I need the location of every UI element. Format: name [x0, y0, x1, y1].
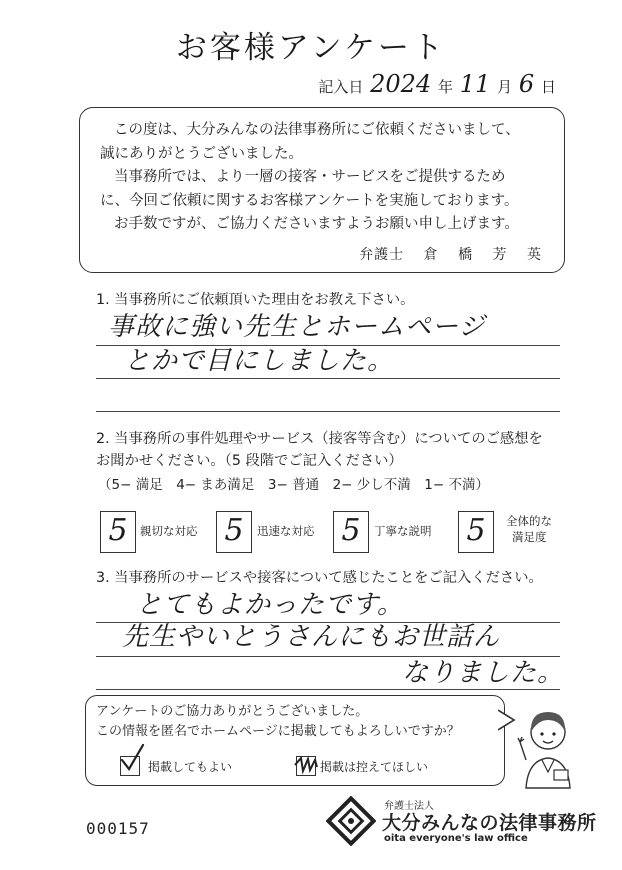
answer-rule — [96, 378, 560, 379]
answer-3-line-1: とてもよかったです。 — [136, 590, 404, 620]
consent-line-2: この情報を匿名でホームページに掲載してもよろしいですか？ — [96, 724, 460, 739]
answer-3-line-3: なりました。 — [402, 658, 565, 688]
intro-line-2: 誠にありがとうございました。 — [100, 145, 303, 162]
consent-line-1: アンケートのご協力ありがとうございました。 — [96, 704, 369, 719]
consent-no-checkbox[interactable] — [296, 756, 316, 776]
answer-rule — [96, 689, 560, 690]
month-label: 月 — [497, 78, 513, 96]
date-year: 2024 — [370, 70, 432, 98]
consent-box — [85, 695, 505, 786]
question-3: 3. 当事務所のサービスや接客について感じたことをご記入ください。 — [96, 570, 543, 586]
date-label: 記入日 — [318, 78, 364, 96]
question-2-line-2: お聞かせください。（5 段階でご記入ください） — [96, 453, 403, 469]
date-month: 11 — [459, 70, 491, 98]
rating-box-overall: 5 — [458, 511, 494, 553]
scribble-icon — [293, 755, 319, 775]
intro-line-5: お手数ですが、ご協力くださいますようお願い申し上げます。 — [114, 216, 519, 232]
year-label: 年 — [438, 78, 454, 96]
intro-line-3: 当事務所では、より一層の接客・サービスをご提供するため — [114, 169, 506, 185]
serial-number: 000157 — [86, 819, 150, 838]
signer-name-char: 橋 — [458, 247, 474, 263]
intro-line-1: この度は、大分みんなの法律事務所にご依頼くださいまして、 — [114, 122, 520, 138]
question-2-line-1: 2. 当事務所の事件処理やサービス（接客等含む）についてのご感想を — [96, 431, 543, 447]
speech-tail-icon — [498, 708, 516, 734]
signer-title: 弁護士 — [359, 247, 405, 263]
rating-label-overall-1: 全体的な — [506, 514, 552, 528]
consent-no-label: 掲載は控えてほしい — [320, 760, 429, 774]
page-title: お客様アンケート — [175, 30, 447, 66]
rating-label-overall-2: 満足度 — [512, 530, 547, 544]
rating-box-explanation: 5 — [333, 511, 369, 553]
consent-yes-label: 掲載してもよい — [148, 760, 233, 774]
answer-1-line-1: 事故に強い先生とホームページ — [108, 312, 486, 342]
receptionist-illustration-icon — [516, 700, 580, 790]
rating-label-explanation: 丁寧な説明 — [374, 524, 432, 538]
check-mark-icon — [119, 743, 145, 773]
answer-rule — [96, 656, 560, 657]
intro-line-4: に、今回ご依頼に関するお客様アンケートを実施しております。 — [100, 192, 519, 209]
date-day: 6 — [518, 70, 535, 98]
signature — [359, 244, 542, 264]
signer-name-char: 倉 — [423, 247, 439, 263]
signer-name-char: 芳 — [492, 247, 508, 263]
rating-box-speed: 5 — [216, 511, 252, 553]
rating-scale: （5− 満足 4− まあ満足 3− 普通 2− 少し不満 1− 不満） — [98, 477, 489, 493]
answer-rule — [96, 411, 560, 412]
signer-name-char: 英 — [527, 247, 542, 263]
firm-type: 弁護士法人 — [384, 801, 434, 812]
firm-logo-icon — [326, 796, 376, 846]
answer-1-line-2: とかで目にしました。 — [124, 346, 395, 376]
rating-box-kindness: 5 — [100, 511, 136, 553]
firm-name: 大分みんなの法律事務所 — [382, 812, 597, 834]
rating-label-speed: 迅速な対応 — [257, 524, 315, 538]
consent-yes-checkbox[interactable] — [120, 756, 140, 776]
entry-date — [318, 70, 556, 98]
rating-label-kindness: 親切な対応 — [140, 524, 198, 538]
intro-box — [79, 107, 565, 273]
answer-3-line-2: 先生やいとうさんにもお世話ん — [122, 622, 501, 652]
day-label: 日 — [540, 78, 556, 96]
question-1: 1. 当事務所にご依頼頂いた理由をお教え下さい。 — [96, 292, 415, 308]
firm-english-name: oita everyone's law office — [384, 833, 528, 844]
